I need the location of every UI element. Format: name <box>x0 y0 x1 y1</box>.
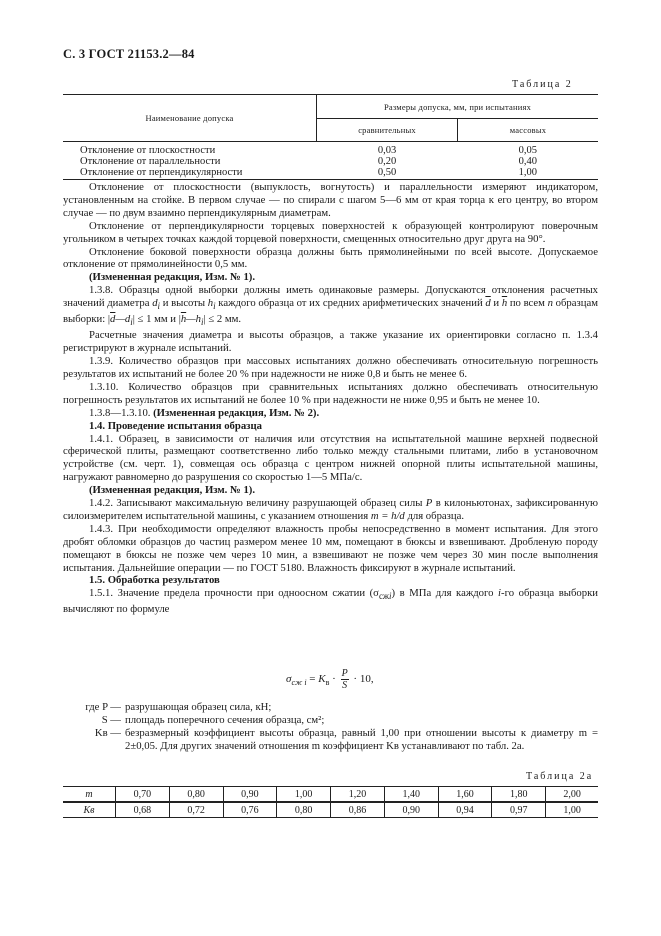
table-2 <box>63 94 598 180</box>
paragraph-1-4-1: 1.4.1. Образец, в зависимости от наличия или отсутствия на испытательной машине верхней подвесной сферической плиты, размещают соответственно либо только между стальными плитами, либо в установочном устройстве (см. черт. 1), совмещая ось образца с центром нижней опорной плиты испытательной машины, нагружают равномерно до разрушения со скоростью 1—5 МПа/с. <box>63 432 598 484</box>
row-label-m: m <box>63 787 116 803</box>
table-cell: 0,72 <box>169 802 223 818</box>
table-2a-caption: Таблица 2а <box>526 771 594 782</box>
table-cell: 1,00 <box>546 802 598 818</box>
paragraph-1-3-9: 1.3.9. Количество образцов при массовых испытаниях должно обеспечивать относительную погрешность результатов их испытаний не более 20 % при надежности не ниже 0,8 и быть не менее 6. <box>63 355 598 380</box>
col-mass-header: массовых <box>458 119 599 142</box>
page-header: С. 3 ГОСТ 21153.2—84 <box>63 47 195 61</box>
tolerance-name: Отклонение от плоскостности <box>80 145 216 156</box>
table-row <box>63 156 598 167</box>
tolerance-name: Отклонение от перпендикулярности <box>63 167 317 180</box>
table-cell: 0,80 <box>169 787 223 803</box>
definition-label: S — <box>101 713 121 726</box>
table-cell: 0,86 <box>331 802 385 818</box>
paragraph: Отклонение боковой поверхности образца должны быть прямолинейными по всей высоте. Допускаемое отклонение от прямолинейности 0,5 мм. <box>63 245 598 271</box>
table-cell: 1,60 <box>438 787 492 803</box>
definition-label: где P — <box>85 701 121 713</box>
table-cell: 1,80 <box>492 787 546 803</box>
table-cell: 0,70 <box>116 787 170 803</box>
table-cell: 0,68 <box>116 802 170 818</box>
definition-row <box>63 727 598 753</box>
formula-definitions <box>63 701 598 753</box>
table-row <box>63 787 598 803</box>
paragraph-1-4-2: 1.4.2. Записывают максимальную величину разрушающей образец силы P в килоньютонах, зафиксированную силоизмерителем испытательной машины, с указанием отношения m = h/d для образца. <box>63 497 599 522</box>
tolerance-mass: 0,40 <box>518 156 537 167</box>
table-cell: 2,00 <box>546 787 598 803</box>
paragraph-1-3-8: 1.3.8. Образцы одной выборки должны иметь одинаковые размеры. Допускаются отклонения расчетных значений диаметра $d_i$ и высоты $h_i$ каждого образца от их средних арифметических значений $\overline{d}$ и $\overline{h}$ по всем n образцам выборки: $|\overline{d}—d_i| \le 1$ мм и $|\overline{h}—h_i| \le 2$ мм. <box>63 284 598 328</box>
tolerance-mass: 1,00 <box>458 167 599 180</box>
definition-text: площадь поперечного сечения образца, см²; <box>125 713 325 726</box>
table-cell: 1,20 <box>331 787 385 803</box>
amendment-note: (Измененная редакция, Изм. № 1). <box>89 271 256 284</box>
table-cell: 0,76 <box>223 802 277 818</box>
definition-row <box>63 714 598 727</box>
col-comparative-header: сравнительных <box>317 119 458 142</box>
table-cell: 0,94 <box>438 802 492 818</box>
table-row <box>63 167 598 180</box>
tolerance-mass: 0,05 <box>518 145 537 156</box>
definition-text: безразмерный коэффициент высоты образца, равный 1,00 при отношении высоты к диаметру m = 2±0,05. Для других значений отношения m коэффициент Kв устанавливают по табл. 2а. <box>125 726 598 752</box>
table-row <box>63 802 598 818</box>
table-cell: 0,97 <box>492 802 546 818</box>
formula-fraction: $\frac{P}{S}$ <box>341 668 348 691</box>
section-heading-1-4: 1.4. Проведение испытания образца <box>89 419 262 432</box>
table-row <box>63 142 598 157</box>
col-sizes-header: Размеры допуска, мм, при испытаниях <box>317 95 599 119</box>
definition-text: разрушающая образец сила, кН; <box>125 701 272 713</box>
body-text <box>63 181 598 616</box>
table-cell: 0,90 <box>223 787 277 803</box>
table-2a <box>63 786 598 818</box>
table-cell: 0,90 <box>384 802 438 818</box>
tolerance-comp: 0,03 <box>377 145 397 156</box>
strength-formula: $\sigma_{сж i} = K_в$ · $\frac{P}{S}$ · 10, <box>286 668 374 691</box>
paragraph: Отклонение от перпендикулярности торцевых поверхностей к образующей контролируют поверочным угольником в четырех точках каждой торцевой поверхности, смещенных относительно друг друга на 90°. <box>63 219 598 245</box>
amendment-note: 1.3.8—1.3.10. (Измененная редакция, Изм. № 2). <box>89 406 320 419</box>
table-cell: 1,00 <box>277 787 331 803</box>
col-name-header: Наименование допуска <box>63 95 317 142</box>
paragraph-1-5-1: 1.5.1. Значение предела прочности при одноосном сжатии $(\sigma_{сжi})$ в МПа для каждого i-го образца выборки вычисляют по формуле <box>63 587 598 616</box>
definition-row <box>63 701 598 714</box>
tolerance-comp: 0,50 <box>317 167 458 180</box>
row-label-kv: Kв <box>63 802 116 818</box>
paragraph: Отклонение от плоскостности (выпуклость, вогнутость) и параллельности измеряют индикатором, установленным на стойке. В первом случае — по спирали с шагом 5—6 мм от края торца к его центру, во втором случае — по двум взаимно перпендикулярным диаметрам. <box>63 181 598 219</box>
table-2-caption: Таблица 2 <box>512 79 573 90</box>
tolerance-name: Отклонение от параллельности <box>80 156 221 167</box>
paragraph: Расчетные значения диаметра и высоты образцов, а также указание их ориентировки согласно п. 1.3.4 регистрируют в журнале испытаний. <box>63 329 598 355</box>
section-heading-1-5: 1.5. Обработка результатов <box>89 574 220 587</box>
paragraph-1-4-3: 1.4.3. При необходимости определяют влажность пробы непосредственно в момент испытания. Для этого дробят обломки образцов до частиц размером менее 10 мм, помещают в бюксы и взвешивают. Дробленую породу помещают в бюксы не позже чем через 10 мин, а взвешивают не позже чем через 30 мин после выполнения испытания. Дальнейшие операции — по ГОСТ 5180. Влажность фиксируют в журнале испытаний. <box>63 522 598 574</box>
paragraph-1-3-10: 1.3.10. Количество образцов при сравнительных испытаниях должно обеспечивать относительную погрешность результатов их испытаний не более 10 % при надежности не ниже 0,95 и быть не менее 10. <box>63 380 598 406</box>
tolerance-comp: 0,20 <box>377 156 397 167</box>
table-cell: 1,40 <box>384 787 438 803</box>
definition-label: Kв — <box>94 726 121 739</box>
table-cell: 0,80 <box>277 802 331 818</box>
amendment-note: (Измененная редакция, Изм. № 1). <box>89 484 256 497</box>
